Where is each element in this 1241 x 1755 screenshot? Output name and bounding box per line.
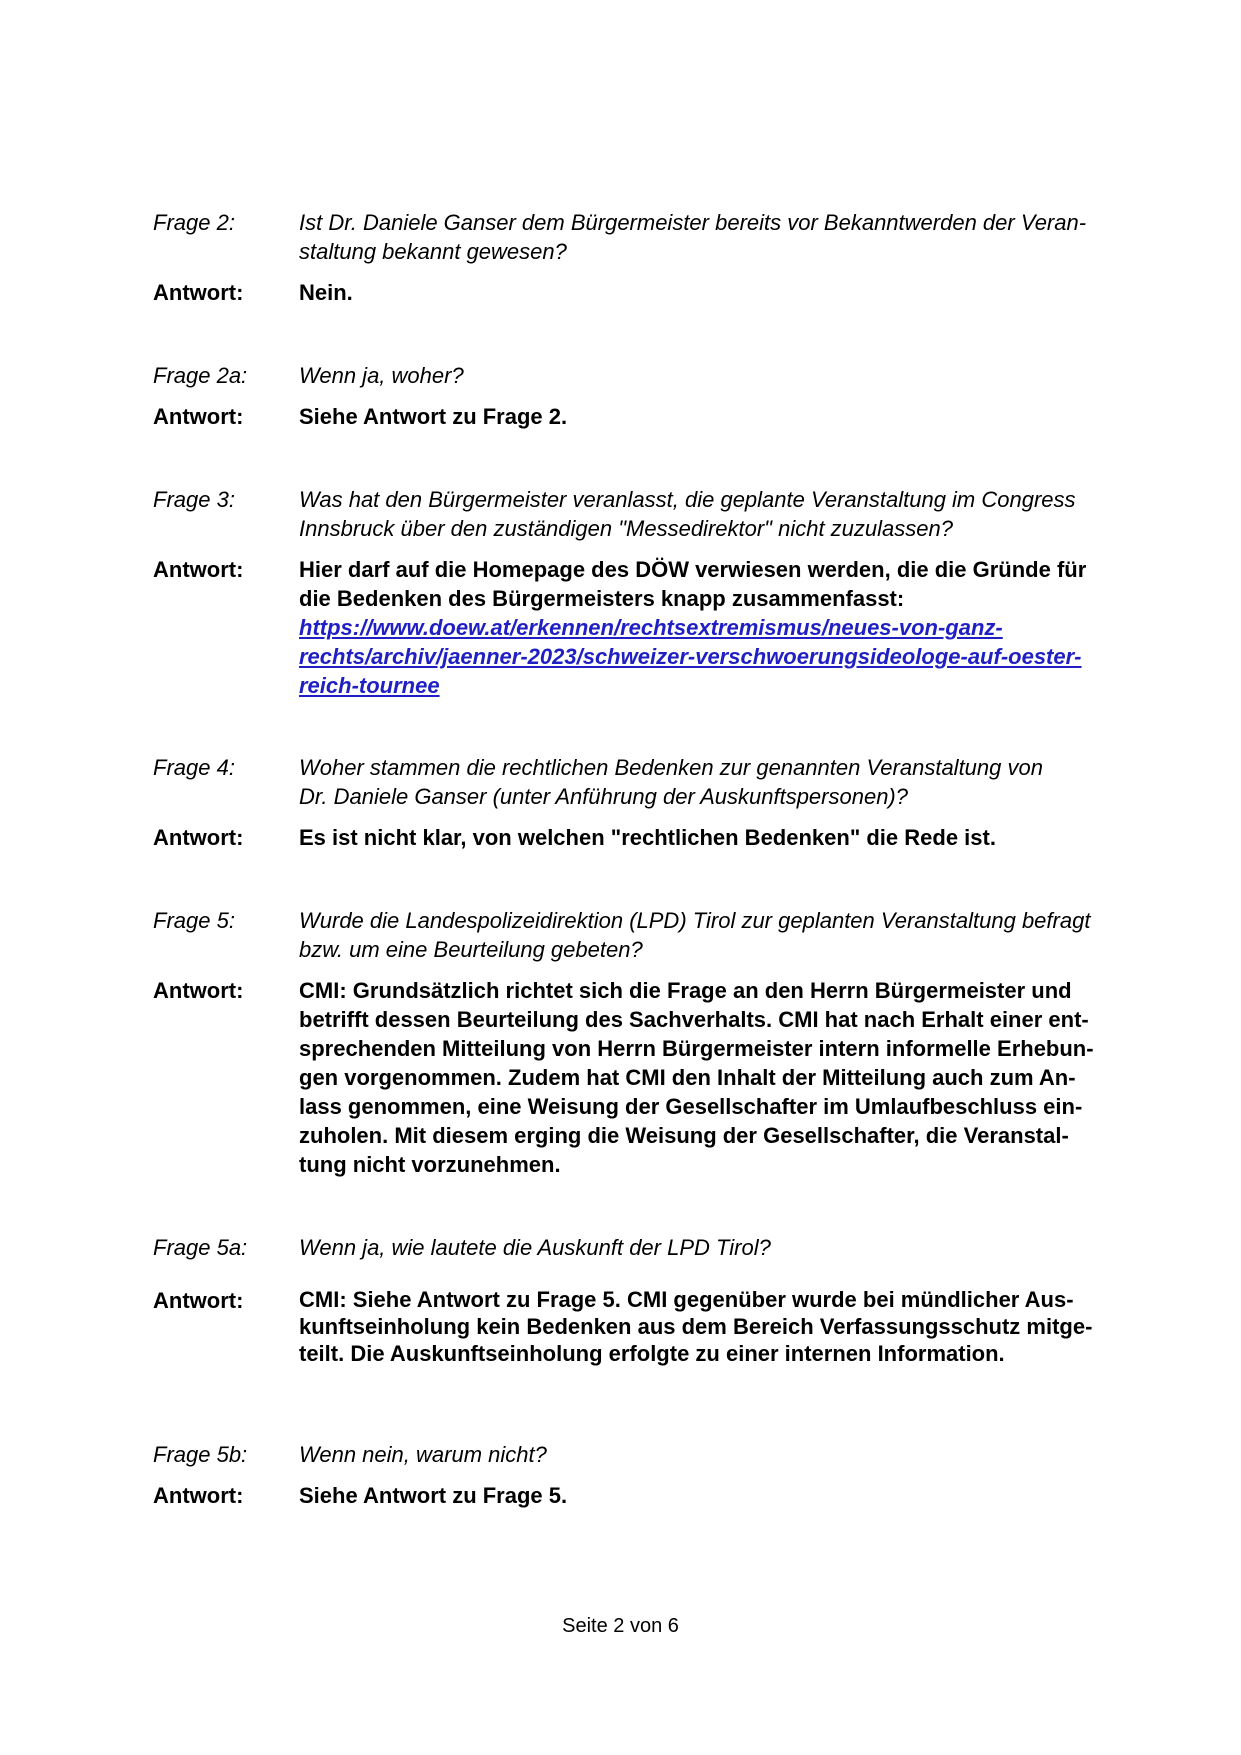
answer-row [153,1286,1133,1367]
question-label: Frage 4: [153,755,235,780]
qa-block-frage-5a [153,1233,1133,1367]
question-label: Frage 2a: [153,363,248,388]
question-label: Frage 5: [153,908,235,933]
question-text: Was hat den Bürgermeister veranlasst, die geplante Veranstaltung im Congress Innsbruck über den zuständigen "Messedirektor" nicht zuzulassen? [299,487,1076,541]
answer-text: CMI: Siehe Antwort zu Frage 5. CMI gegenüber wurde bei mündlicher Aus- kunftseinholung kein Bedenken aus dem Bereich Verfassungsschutz mitge- teilt. Die Auskunftseinholung erfolgte zu einer internen Information. [299,1287,1093,1366]
qa-block-frage-5b [153,1440,1133,1510]
doew-homepage-link[interactable]: https://www.doew.at/erkennen/rechtsextremismus/neues-von-ganz- rechts/archiv/jaenner-2023/schweizer-verschwoerungsideologe-auf-oester- reich-tournee [299,615,1082,698]
answer-text: Siehe Antwort zu Frage 2. [299,404,568,429]
answer-label: Antwort: [153,404,244,429]
qa-block-frage-4 [153,753,1133,852]
answer-text: Siehe Antwort zu Frage 5. [299,1483,568,1508]
question-row [153,208,1133,266]
question-label: Frage 5a: [153,1235,248,1260]
answer-text: CMI: Grundsätzlich richtet sich die Frage an den Herrn Bürgermeister und betrifft dessen Beurteilung des Sachverhalts. CMI hat nach Erhalt einer ent- sprechenden Mitteilung von Herrn Bürgermeister intern informelle Erhebun- gen vorgenommen. Zudem hat CMI den Inhalt der Mitteilung auch zum An- lass genommen, eine Weisung der Gesellschafter im Umlaufbeschluss ein- zuholen. Mit diesem erging die Weisung der Gesellschafter, die Veranstal- tung nicht vorzunehmen. [299,978,1094,1177]
question-row [153,906,1133,964]
page-number-footer: Seite 2 von 6 [562,1615,679,1637]
question-label: Frage 3: [153,487,235,512]
answer-row [153,402,1133,431]
answer-row [153,976,1133,1179]
question-text: Wenn ja, wie lautete die Auskunft der LPD Tirol? [299,1235,771,1260]
qa-block-frage-5 [153,906,1133,1179]
question-row [153,1440,1133,1469]
answer-row [153,823,1133,852]
qa-block-frage-2a [153,361,1133,431]
answer-row [153,1481,1133,1510]
question-text: Ist Dr. Daniele Ganser dem Bürgermeister bereits vor Bekanntwerden der Veran- staltung bekannt gewesen? [299,210,1087,264]
qa-block-frage-2 [153,208,1133,307]
question-text: Wenn nein, warum nicht? [299,1442,547,1467]
answer-label: Antwort: [153,978,244,1003]
question-row [153,485,1133,543]
answer-text: Es ist nicht klar, von welchen "rechtlichen Bedenken" die Rede ist. [299,825,996,850]
question-row [153,361,1133,390]
question-text: Woher stammen die rechtlichen Bedenken zur genannten Veranstaltung von Dr. Daniele Ganser (unter Anführung der Auskunftspersonen)? [299,755,1043,809]
answer-label: Antwort: [153,1288,244,1313]
question-text: Wenn ja, woher? [299,363,464,388]
answer-label: Antwort: [153,825,244,850]
answer-label: Antwort: [153,557,244,582]
answer-label: Antwort: [153,1483,244,1508]
answer-label: Antwort: [153,280,244,305]
question-text: Wurde die Landespolizeidirektion (LPD) Tirol zur geplanten Veranstaltung befragt bzw. um eine Beurteilung gebeten? [299,908,1091,962]
question-row [153,1233,1133,1262]
answer-row [153,555,1133,700]
answer-row [153,278,1133,307]
answer-text: Nein. [299,280,353,305]
answer-text: Hier darf auf die Homepage des DÖW verwiesen werden, die die Gründe für die Bedenken des Bürgermeisters knapp zusammenfasst: https://www.doew.at/erkennen/rechtsextremismus/neues-von-ganz- rechts/archiv/jaenner-2023/schweizer-verschwoerungsideologe-auf-oester- reich-tournee [299,555,1133,700]
question-row [153,753,1133,811]
question-label: Frage 2: [153,210,235,235]
qa-block-frage-3 [153,485,1133,700]
question-label: Frage 5b: [153,1442,248,1467]
